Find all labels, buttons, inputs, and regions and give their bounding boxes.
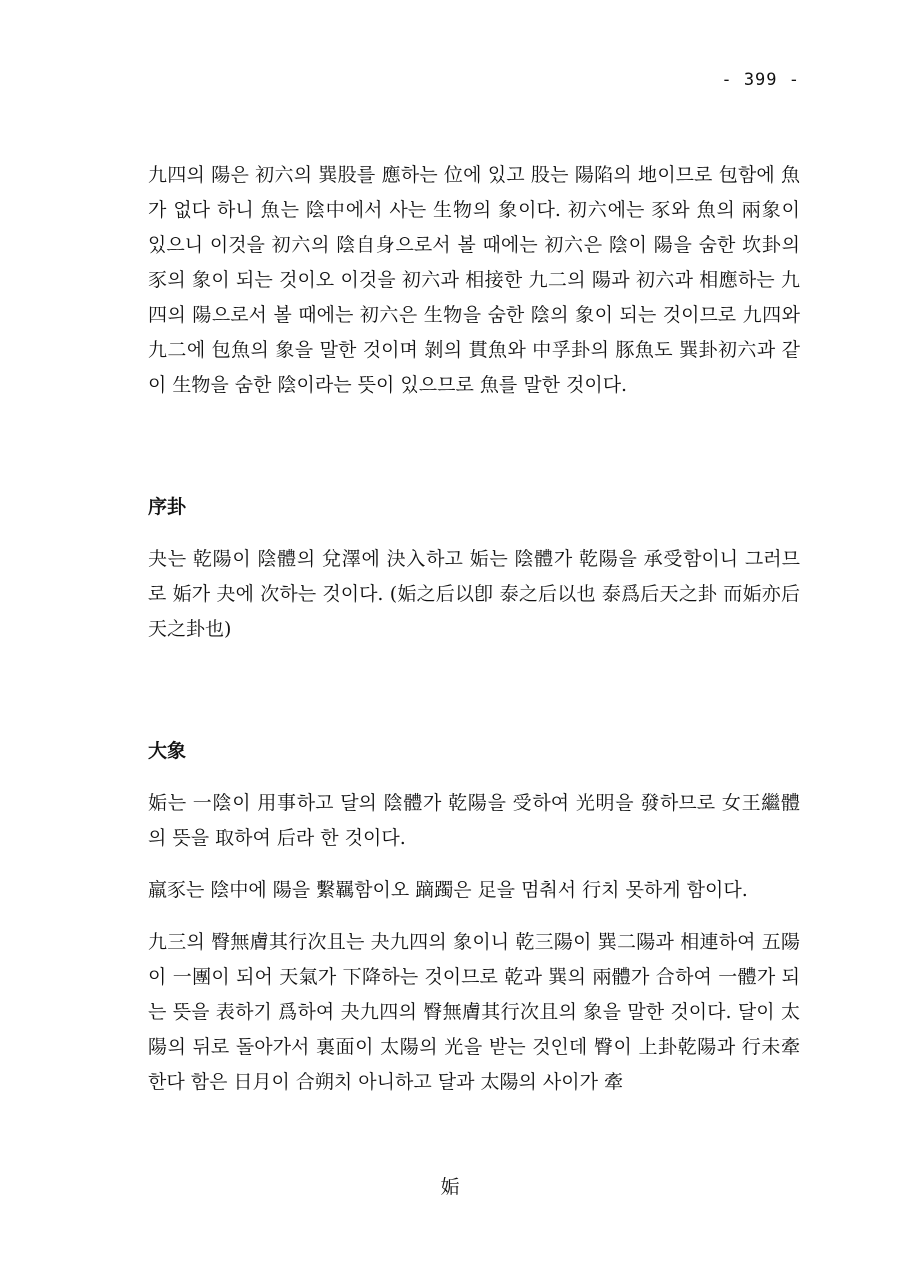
section-heading-xugua: 序卦 xyxy=(148,496,187,518)
page-body xyxy=(148,158,800,1100)
xugua-paragraph: 夬는 乾陽이 陰體의 兌澤에 決入하고 姤는 陰體가 乾陽을 承受함이니 그러므로 姤가 夬에 次하는 것이다. (姤之后以卽 泰之后以也 泰爲后天之卦 而姤亦后天之卦也) xyxy=(148,548,800,640)
daxiang-paragraph-2: 羸豕는 陰中에 陽을 繫羈함이오 蹢躅은 足을 멈춰서 行치 못하게 함이다. xyxy=(148,879,748,901)
intro-paragraph: 九四의 陽은 初六의 巽股를 應하는 位에 있고 股는 陽陷의 地이므로 包함에 魚가 없다 하니 魚는 陰中에서 사는 生物의 象이다. 初六에는 豕와 魚의 兩象이 있으니 이것을 初六의 陰自身으로서 볼 때에는 初六은 陰이 陽을 숨한 坎卦의 豕의 象이 되는 것이오 이것을 初六과 相接한 九二의 陽과 初六과 相應하는 九四의 陽으로서 볼 때에는 初六은 生物을 숨한 陰의 象이 되는 것이므로 九四와 九二에 包魚의 象을 말한 것이며 剝의 貫魚와 中孚卦의 豚魚도 巽卦初六과 같이 生物을 숨한 陰이라는 뜻이 있으므로 魚를 말한 것이다. xyxy=(148,164,800,396)
section-heading-daxiang: 大象 xyxy=(148,740,187,762)
daxiang-paragraph-3: 九三의 臀無膚其行次且는 夬九四의 象이니 乾三陽이 巽二陽과 相連하여 五陽이 一團이 되어 天氣가 下降하는 것이므로 乾과 巽의 兩體가 合하여 一體가 되는 뜻을 表하기 爲하여 夬九四의 臀無膚其行次且의 象을 말한 것이다. 달이 太陽의 뒤로 돌아가서 裏面이 太陽의 光을 받는 것인데 臀이 上卦乾陽과 行未牽한다 함은 日月이 合朔치 아니하고 달과 太陽의 사이가 牽 xyxy=(148,931,800,1093)
page-number: - 399 - xyxy=(721,70,800,90)
daxiang-paragraph-1: 姤는 一陰이 用事하고 달의 陰體가 乾陽을 受하여 光明을 發하므로 女王繼體의 뜻을 取하여 后라 한 것이다. xyxy=(148,792,800,849)
footer-hexagram-name: 姤 xyxy=(440,1176,460,1198)
